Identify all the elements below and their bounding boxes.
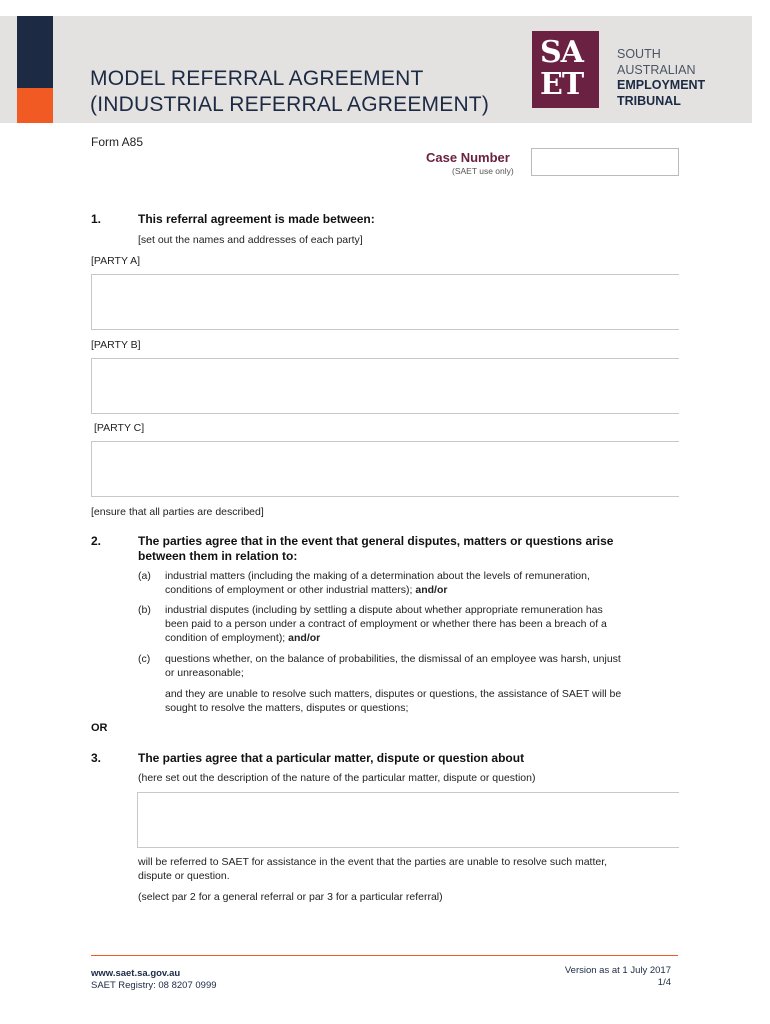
logo-mark-line-1: SA — [540, 35, 583, 70]
logo-text-employment: EMPLOYMENT — [617, 78, 706, 92]
item-c-label: (c) — [138, 653, 151, 665]
item-a-label: (a) — [138, 570, 151, 582]
after-line-2: dispute or question. — [138, 870, 230, 882]
item-b-label: (b) — [138, 604, 151, 616]
section-3-after-text — [138, 855, 607, 883]
item-a-line-1: industrial matters (including the making of a determination about the levels of remuneration, — [165, 570, 590, 582]
party-c-field[interactable] — [91, 441, 679, 497]
closing-line-1: and they are unable to resolve such matters, disputes or questions, the assistance of SAET will be — [165, 688, 622, 700]
item-c-text — [165, 652, 621, 680]
section-2-closing — [165, 687, 621, 715]
item-b-line-3-text: condition of employment); — [165, 632, 286, 644]
item-b-line-3 — [165, 631, 607, 645]
saet-logo-icon — [532, 31, 599, 108]
item-b-conjunction: and/or — [288, 632, 321, 644]
title-line-2: (INDUSTRIAL REFERRAL AGREEMENT) — [90, 93, 490, 116]
orange-accent-bar — [17, 88, 53, 123]
item-a-text — [165, 569, 590, 597]
logo-text-australian: AUSTRALIAN — [617, 62, 696, 77]
item-c-line-1: questions whether, on the balance of probabilities, the dismissal of an employee was harsh, unjust — [165, 653, 621, 665]
select-note: (select par 2 for a general referral or par 3 for a particular referral) — [138, 891, 443, 903]
form-number: Form A85 — [91, 135, 144, 149]
logo-text-tribunal: TRIBUNAL — [617, 93, 681, 108]
footer-divider — [91, 955, 678, 956]
case-number-sublabel: (SAET use only) — [452, 166, 514, 176]
party-a-field[interactable] — [91, 274, 679, 330]
party-b-field[interactable] — [91, 358, 679, 414]
case-number-label: Case Number — [426, 150, 510, 165]
footer-registry: SAET Registry: 08 8207 0999 — [91, 980, 217, 991]
title-line-1: MODEL REFERRAL AGREEMENT — [90, 67, 424, 90]
party-a-label: [PARTY A] — [91, 255, 141, 267]
section-2-title — [138, 534, 613, 564]
logo-mark-line-2: ET — [540, 67, 584, 102]
section-3-title: The parties agree that a particular matter, dispute or question about — [138, 751, 525, 765]
page-title — [90, 66, 489, 118]
item-b-text — [165, 603, 607, 645]
item-c-line-2: or unreasonable; — [165, 667, 244, 679]
closing-line-2: sought to resolve the matters, disputes or questions; — [165, 702, 409, 714]
party-c-label: [PARTY C] — [94, 422, 145, 434]
section-2-title-line-1: The parties agree that in the event that general disputes, matters or questions arise — [138, 534, 614, 548]
section-1-number: 1. — [91, 212, 102, 226]
logo-text-south: SOUTH — [617, 47, 661, 61]
particular-matter-field[interactable] — [137, 792, 679, 848]
section-3-instruction: (here set out the description of the nature of the particular matter, dispute or question) — [138, 772, 536, 784]
logo-wordmark — [617, 47, 705, 109]
case-number-field[interactable] — [531, 148, 679, 176]
after-line-1: will be referred to SAET for assistance in the event that the parties are unable to resolve such matter, — [138, 856, 608, 868]
section-3-number: 3. — [91, 751, 102, 765]
navy-accent-bar — [17, 16, 53, 88]
section-2-title-line-2: between them in relation to: — [138, 549, 298, 563]
item-b-line-1: industrial disputes (including by settling a dispute about whether appropriate remuneration has — [165, 604, 603, 616]
parties-note: [ensure that all parties are described] — [91, 506, 264, 518]
section-1-instruction: [set out the names and addresses of each party] — [138, 234, 363, 246]
footer-website-link[interactable]: www.saet.sa.gov.au — [91, 968, 181, 979]
item-b-line-2: been paid to a person under a contract of employment or whether there has been a breach of a — [165, 618, 607, 630]
footer-page-number: 1/4 — [657, 977, 671, 988]
section-1-title: This referral agreement is made between: — [138, 212, 375, 226]
item-a-conjunction: and/or — [415, 584, 448, 596]
footer-version: Version as at 1 July 2017 — [564, 965, 671, 976]
item-a-line-2-text: conditions of employment or other industrial matters); — [165, 584, 413, 596]
item-a-line-2 — [165, 583, 590, 597]
section-2-number: 2. — [91, 534, 102, 548]
party-b-label: [PARTY B] — [91, 339, 141, 351]
or-label: OR — [91, 722, 108, 734]
